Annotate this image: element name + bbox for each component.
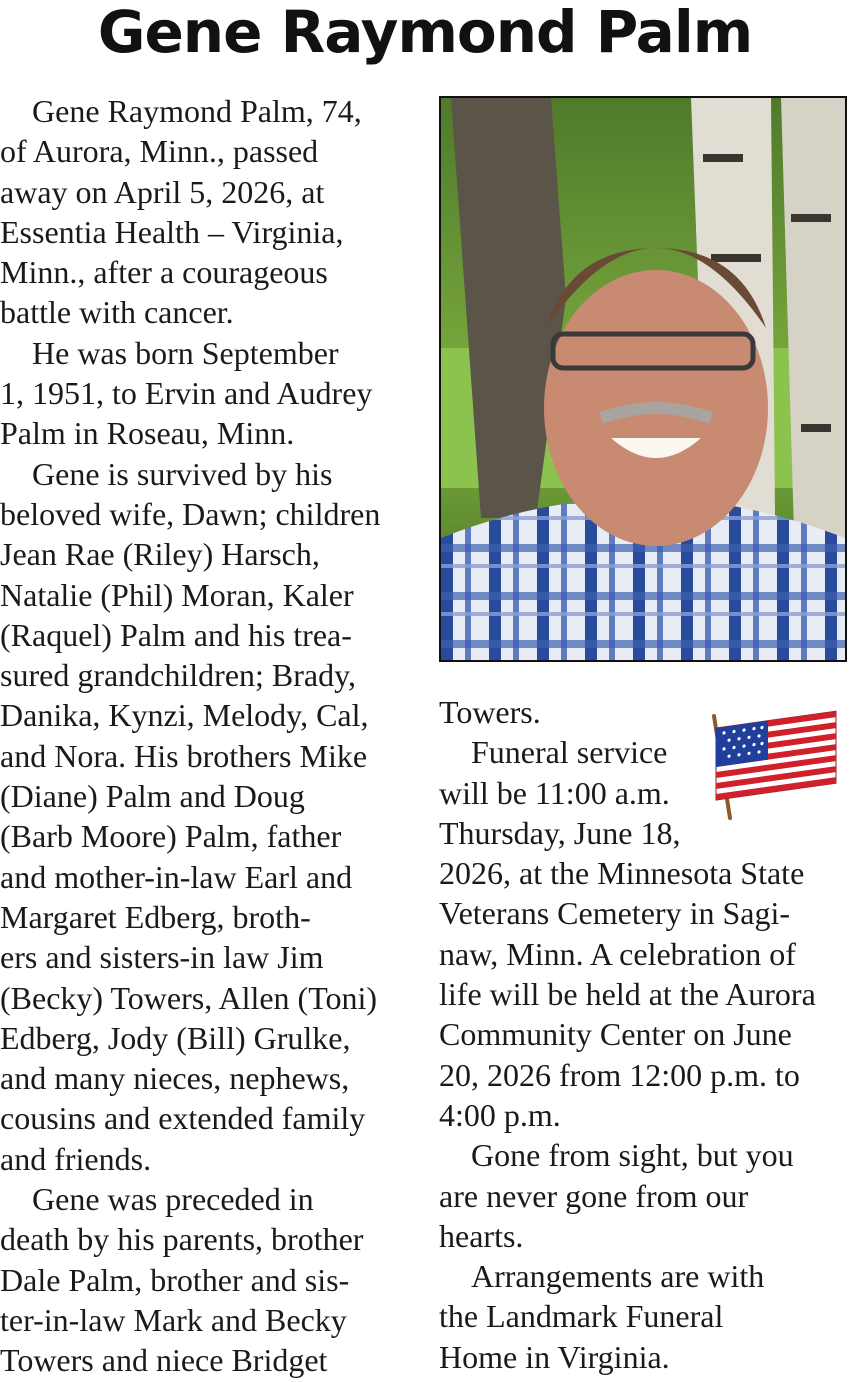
obituary-title: Gene Raymond Palm — [97, 0, 753, 66]
text-line: are never gone from our — [439, 1177, 749, 1214]
text-line: naw, Minn. A celebration of — [439, 935, 796, 972]
text-line: Arrangements are with — [439, 1258, 765, 1295]
text-line: (Raquel) Palm and his trea- — [0, 616, 352, 653]
text-line: Jean Rae (Riley) Harsch, — [0, 536, 320, 573]
text-line: 4:00 p.m. — [439, 1096, 561, 1133]
text-line: He was born September — [0, 334, 339, 371]
text-line: Home in Virginia. — [439, 1338, 670, 1375]
text-line: (Barb Moore) Palm, father — [0, 818, 342, 855]
text-line: Natalie (Phil) Moran, Kaler — [0, 576, 354, 613]
text-line: Margaret Edberg, broth- — [0, 898, 311, 935]
text-line: ter-in-law Mark and Becky — [0, 1301, 347, 1338]
text-line: the Landmark Funeral — [439, 1298, 724, 1335]
text-line: (Becky) Towers, Allen (Toni) — [0, 979, 378, 1016]
text-line: life will be held at the Aurora — [439, 976, 816, 1013]
text-line: will be 11:00 a.m. — [439, 774, 670, 811]
text-line: Essentia Health – Virginia, — [0, 213, 344, 250]
text-line: Danika, Kynzi, Melody, Cal, — [0, 697, 369, 734]
american-flag-icon — [708, 704, 848, 822]
text-line: Funeral service — [439, 734, 668, 771]
portrait-photo — [439, 96, 847, 662]
text-line: Gone from sight, but you — [439, 1137, 794, 1174]
text-line: and many nieces, nephews, — [0, 1060, 350, 1097]
text-line: Thursday, June 18, — [439, 814, 681, 851]
text-line: Dale Palm, brother and sis- — [0, 1261, 350, 1298]
text-line: Minn., after a courageous — [0, 254, 328, 291]
text-line: 20, 2026 from 12:00 p.m. to — [439, 1056, 800, 1093]
text-line: Palm in Roseau, Minn. — [0, 415, 295, 452]
text-line: (Diane) Palm and Doug — [0, 778, 305, 815]
text-line: 2026, at the Minnesota State — [439, 855, 805, 892]
text-line: Gene was preceded in — [0, 1181, 314, 1218]
text-line: Veterans Cemetery in Sagi- — [439, 895, 790, 932]
text-line: and Nora. His brothers Mike — [0, 737, 368, 774]
text-line: sured grandchildren; Brady, — [0, 657, 357, 694]
text-line: Community Center on June — [439, 1016, 792, 1053]
text-line: of Aurora, Minn., passed — [0, 133, 319, 170]
text-line: battle with cancer. — [0, 294, 234, 331]
text-line: death by his parents, brother — [0, 1221, 364, 1258]
text-line: away on April 5, 2026, at — [0, 173, 325, 210]
text-line: hearts. — [439, 1217, 524, 1254]
text-line: and mother-in-law Earl and — [0, 858, 353, 895]
text-line: Gene Raymond Palm, 74, — [0, 93, 362, 129]
text-line: Gene is survived by his — [0, 455, 333, 492]
text-line: and friends. — [0, 1140, 152, 1177]
text-line: beloved wife, Dawn; children — [0, 495, 381, 532]
text-line: Towers. — [439, 694, 541, 730]
text-line: Edberg, Jody (Bill) Grulke, — [0, 1019, 351, 1056]
text-line: 1, 1951, to Ervin and Audrey — [0, 375, 373, 412]
text-line: cousins and extended family — [0, 1100, 366, 1137]
text-line: ers and sisters-in law Jim — [0, 939, 324, 976]
text-line: Towers and niece Bridget — [0, 1342, 328, 1379]
obituary-text-left-column — [0, 91, 420, 1381]
